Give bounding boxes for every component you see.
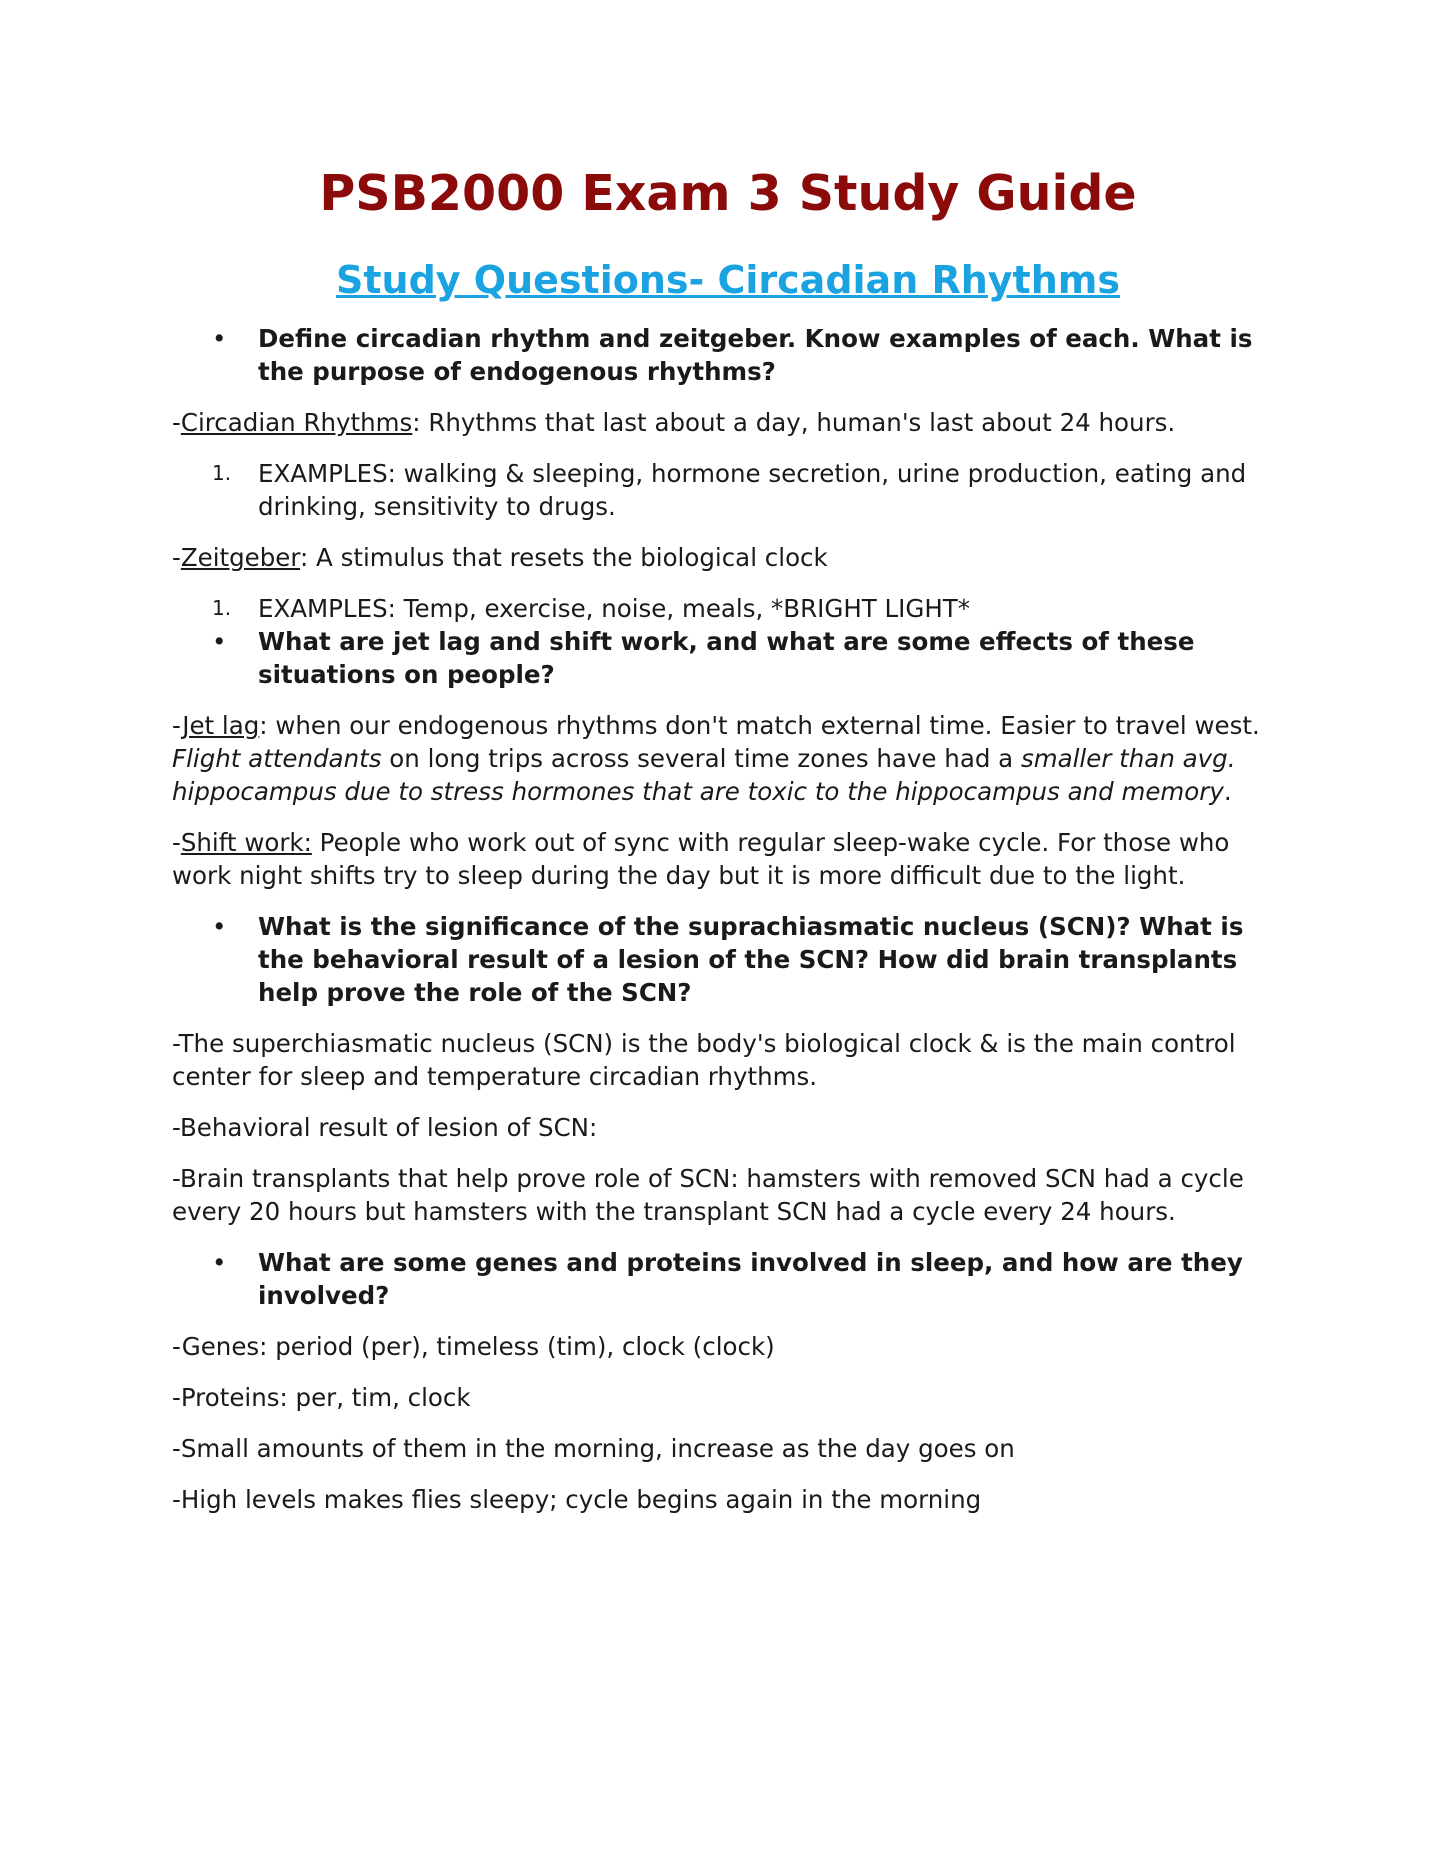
question-text: What are some genes and proteins involved in sleep, and how are they involved?: [258, 1248, 1243, 1310]
italic-text: smaller than avg. hippocampus due to stress hormones that are toxic to the hippocampus and memory: [172, 744, 1236, 806]
dash: -: [172, 408, 181, 437]
answer-paragraph: [172, 406, 1272, 439]
term-jet-lag: Jet lag: [182, 711, 260, 740]
bullet-icon: •: [212, 912, 227, 941]
numbered-item: [172, 457, 1272, 523]
answer-paragraph: -Brain transplants that help prove role of SCN: hamsters with removed SCN had a cycle every 20 hours but hamsters with the transplant SCN had a cycle every 24 hours.: [172, 1164, 1244, 1226]
question-text: What is the significance of the suprachiasmatic nucleus (SCN)? What is the behavioral result of a lesion of the SCN? How did brain transplants help prove the role of the SCN?: [258, 912, 1244, 1007]
definition-text: on long trips across several time zones have had a: [381, 744, 1021, 773]
study-question: [172, 322, 1272, 388]
section-heading: Study Questions- Circadian Rhythms: [336, 258, 1120, 302]
document-body: [172, 322, 1272, 1534]
definition-text: : Rhythms that last about a day, human's last about 24 hours.: [412, 408, 1176, 437]
definition-text: People who work out of sync with regular sleep-wake cycle. For those who work night shifts try to sleep during the day but it is more difficult due to the light.: [172, 828, 1230, 890]
italic-text: Flight attendants: [172, 744, 382, 773]
dash: -: [172, 828, 181, 857]
study-question: [172, 625, 1272, 691]
bullet-icon: •: [212, 1248, 227, 1277]
example-text: EXAMPLES: Temp, exercise, noise, meals, *BRIGHT LIGHT*: [258, 594, 971, 623]
bullet-icon: •: [212, 627, 227, 656]
dash: -: [172, 711, 183, 740]
term-zeitgeber: Zeitgeber: [180, 543, 301, 572]
list-number: 1.: [212, 461, 232, 485]
answer-paragraph: [172, 709, 1272, 808]
answer-paragraph: -Proteins: per, tim, clock: [172, 1383, 471, 1412]
answer-paragraph: -The superchiasmatic nucleus (SCN) is the body's biological clock & is the main control center for sleep and temperature circadian rhythms.: [172, 1029, 1236, 1091]
dash: -: [172, 543, 181, 572]
definition-text: : A stimulus that resets the biological clock: [300, 543, 828, 572]
answer-paragraph: [172, 826, 1272, 892]
term-circadian-rhythms: Circadian Rhythms: [180, 408, 413, 437]
term-shift-work: Shift work:: [180, 828, 312, 857]
study-question: [172, 910, 1272, 1009]
answer-paragraph: -Small amounts of them in the morning, increase as the day goes on: [172, 1434, 1015, 1463]
question-text: Define circadian rhythm and zeitgeber. Know examples of each. What is the purpose of endogenous rhythms?: [258, 324, 1253, 386]
example-text: EXAMPLES: walking & sleeping, hormone secretion, urine production, eating and drinking, sensitivity to drugs.: [258, 459, 1247, 521]
numbered-item: [172, 592, 1272, 625]
document-title: PSB2000 Exam 3 Study Guide: [319, 165, 1137, 222]
definition-text: : when our endogenous rhythms don't match external time. Easier to travel west.: [259, 711, 1260, 740]
bullet-icon: •: [212, 324, 227, 353]
question-text: What are jet lag and shift work, and what are some effects of these situations on people?: [258, 627, 1195, 689]
answer-paragraph: -Behavioral result of lesion of SCN:: [172, 1113, 598, 1142]
definition-text: .: [1223, 777, 1232, 806]
answer-paragraph: [172, 541, 1272, 574]
study-question: [172, 1246, 1272, 1312]
answer-paragraph: -Genes: period (per), timeless (tim), clock (clock): [172, 1332, 775, 1361]
list-number: 1.: [212, 596, 232, 620]
answer-paragraph: -High levels makes flies sleepy; cycle begins again in the morning: [172, 1485, 982, 1514]
